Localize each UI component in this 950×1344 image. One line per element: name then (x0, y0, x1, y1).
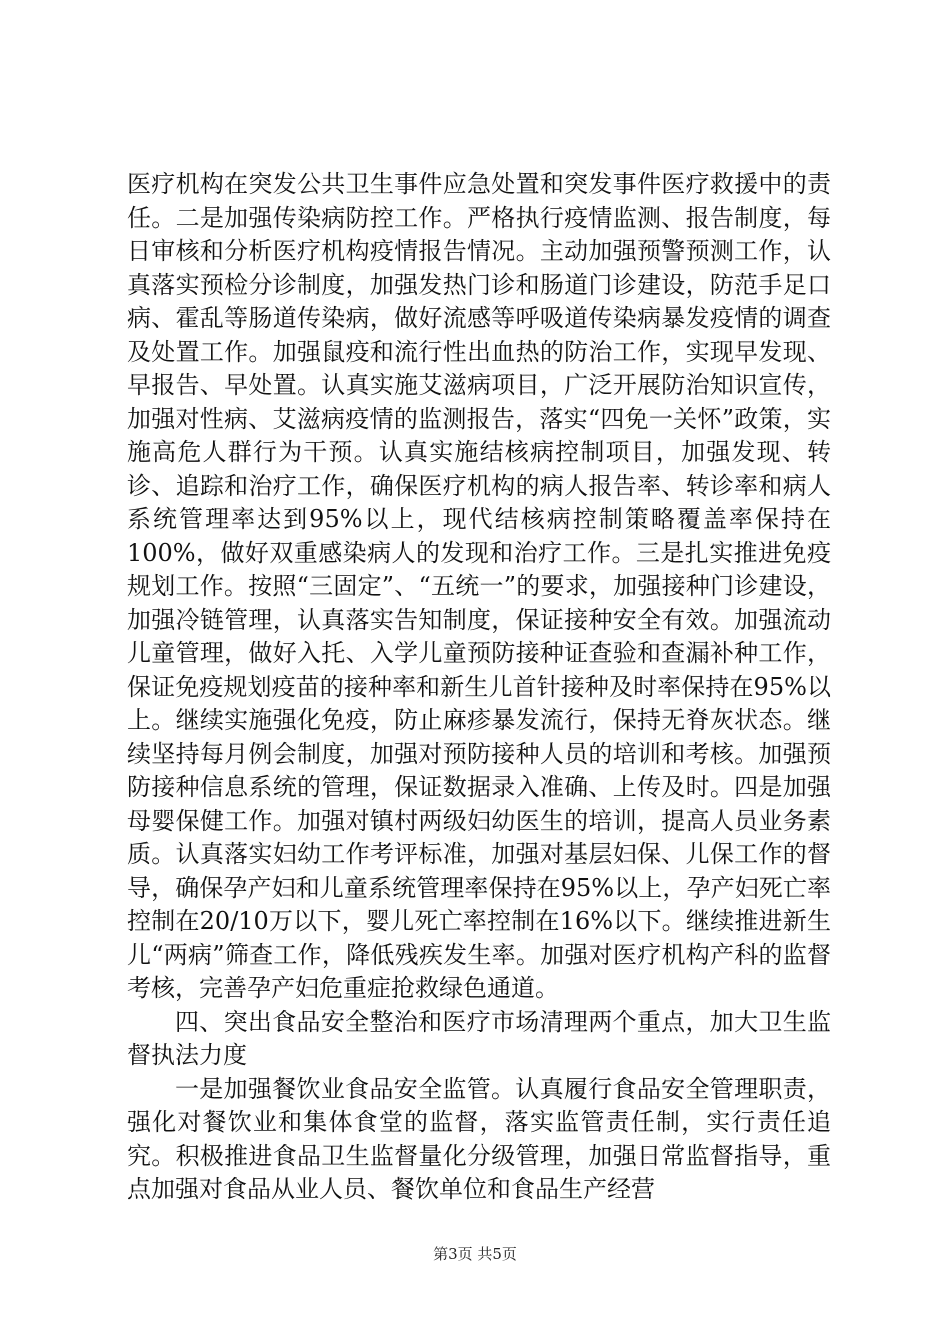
page-number: 第3页 共5页 (433, 1245, 517, 1263)
document-body (127, 168, 831, 1207)
section-heading: 四、突出食品安全整治和医疗市场清理两个重点，加大卫生监督执法力度 (127, 1007, 831, 1069)
paragraph-continuation: 医疗机构在突发公共卫生事件应急处置和突发事件医疗救援中的责任。二是加强传染病防控工作。严格执行疫情监测、报告制度，每日审核和分析医疗机构疫情报告情况。主动加强预警预测工作，认真落实预检分诊制度，加强发热门诊和肠道门诊建设，防范手足口病、霍乱等肠道传染病，做好流感等呼吸道传染病暴发疫情的调查及处置工作。加强鼠疫和流行性出血热的防治工作，实现早发现、早报告、早处置。认真实施艾滋病项目，广泛开展防治知识宣传，加强对性病、艾滋病疫情的监测报告，落实“四免一关怀”政策，实施高危人群行为干预。认真实施结核病控制项目，加强发现、转诊、追踪和治疗工作，确保医疗机构的病人报告率、转诊率和病人系统管理率达到95%以上，现代结核病控制策略覆盖率保持在100%，做好双重感染病人的发现和治疗工作。三是扎实推进免疫规划工作。按照“三固定”、“五统一”的要求，加强接种门诊建设，加强冷链管理，认真落实告知制度，保证接种安全有效。加强流动儿童管理，做好入托、入学儿童预防接种证查验和查漏补种工作，保证免疫规划疫苗的接种率和新生儿首针接种及时率保持在95%以上。继续实施强化免疫，防止麻疹暴发流行，保持无脊灰状态。继续坚持每月例会制度，加强对预防接种人员的培训和考核。加强预防接种信息系统的管理，保证数据录入准确、上传及时。四是加强母婴保健工作。加强对镇村两级妇幼医生的培训，提高人员业务素质。认真落实妇幼工作考评标准，加强对基层妇保、儿保工作的督导，确保孕产妇和儿童系统管理率保持在95%以上，孕产妇死亡率控制在20/10万以下，婴儿死亡率控制在16%以下。继续推进新生儿“两病”筛查工作，降低残疾发生率。加强对医疗机构产科的监督考核，完善孕产妇危重症抢救绿色通道。 (127, 170, 831, 1002)
paragraph-food-safety: 一是加强餐饮业食品安全监管。认真履行食品安全管理职责，强化对餐饮业和集体食堂的监督，落实监管责任制，实行责任追究。积极推进食品卫生监督量化分级管理，加强日常监督指导，重点加强对食品从业人员、餐饮单位和食品生产经营 (127, 1074, 831, 1203)
